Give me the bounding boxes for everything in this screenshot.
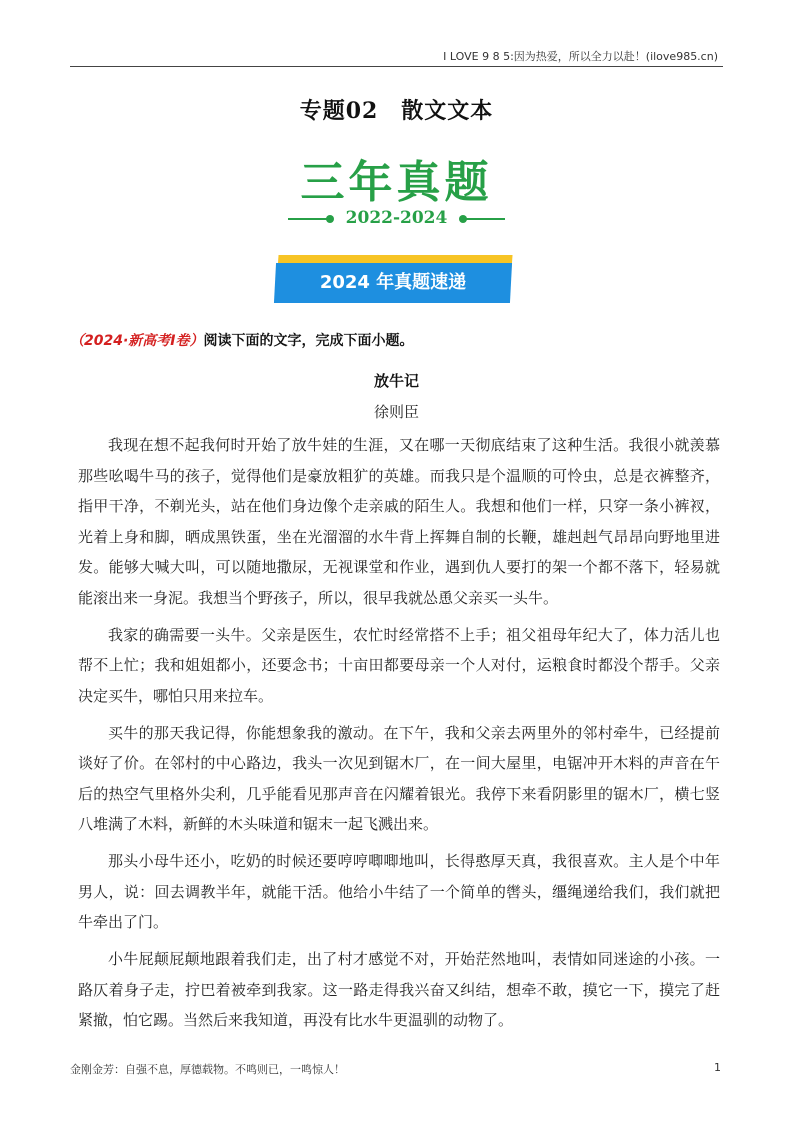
essay-paragraph: 我家的确需要一头牛。父亲是医生，农忙时经常搭不上手；祖父祖母年纪大了，体力活儿也帮不上忙；我和姐姐都小，还要念书；十亩田都要母亲一个人对付，运粮食时都没个帮手。父亲决定买牛，哪怕只用来拉车。 [78, 625, 720, 705]
tag-label: 2024 年真题速递 [319, 272, 467, 293]
essay-paragraph: 我现在想不起我何时开始了放牛娃的生涯，又在哪一天彻底结束了这种生活。我很小就羡慕那些吆喝牛马的孩子，觉得他们是豪放粗犷的英雄。而我只是个温顺的可怜虫，总是衣裤整齐，指甲干净，不剃光头，站在他们身边像个走亲戚的陌生人。我想和他们一样，只穿一条小裤衩，光着上身和脚，晒成黑铁蛋，坐在光溜溜的水牛背上挥舞自制的长鞭，雄赳赳气昂昂向野地里进发。能够大喊大叫，可以随地撒尿，无视课堂和作业，遇到仇人要打的架一个都不落下，轻易就能滚出来一身泥。我想当个野孩子，所以，很早我就怂恿父亲买一头牛。 [78, 436, 720, 607]
question-source: （2024·新高考Ⅰ卷） [70, 333, 204, 349]
question-instruction: 阅读下面的文字，完成下面小题。 [203, 333, 414, 349]
banner-years: 2022-2024 [345, 208, 448, 228]
page-number: 1 [714, 1061, 721, 1074]
footer-motto: 金刚金芳：自强不息，厚德载物。不鸣则已，一鸣惊人！ [70, 1063, 345, 1076]
essay-paragraph: 小牛屁颠屁颠地跟着我们走，出了村才感觉不对，开始茫然地叫，表情如同迷途的小孩。一路仄着身子走，拧巴着被牵到我家。这一路走得我兴奋又纠结，想牵不敢，摸它一下，摸完了赶紧撤，怕它踢。当然后来我知道，再没有比水牛更温驯的动物了。 [78, 950, 720, 1029]
section-tag [275, 255, 515, 305]
decorative-line-right [461, 218, 505, 220]
question-prompt [70, 330, 723, 350]
decorative-line-left [288, 218, 332, 220]
essay-author: 徐则臣 [373, 403, 419, 421]
document-title: 专题02 散文文本 [299, 98, 494, 124]
essay-body [78, 430, 720, 1042]
essay-paragraph: 买牛的那天我记得，你能想象我的激动。在下午，我和父亲去两里外的邻村牵牛，已经提前谈好了价。在邻村的中心路边，我头一次见到锯木厂，在一间大屋里，电锯冲开木料的声音在午后的热空气里格外尖利，几乎能看见那声音在闪耀着银光。我停下来看阴影里的锯木厂，横七竖八堆满了木料，新鲜的木头味道和锯末一起飞溅出来。 [78, 723, 720, 833]
essay-title: 放牛记 [373, 372, 419, 390]
banner-years-row [0, 208, 793, 228]
essay-paragraph: 那头小母牛还小，吃奶的时候还要哼哼唧唧地叫，长得憨厚天真，我很喜欢。主人是个中年男人，说：回去调教半年，就能干活。他给小牛结了一个简单的辔头，缰绳递给我们，我们就把牛牵出了门。 [78, 852, 720, 931]
banner-title: 三年真题 [300, 157, 493, 208]
page-header: I LOVE 9 8 5:因为热爱，所以全力以赴！(ilove985.cn) [443, 50, 718, 63]
header-divider [70, 66, 723, 67]
